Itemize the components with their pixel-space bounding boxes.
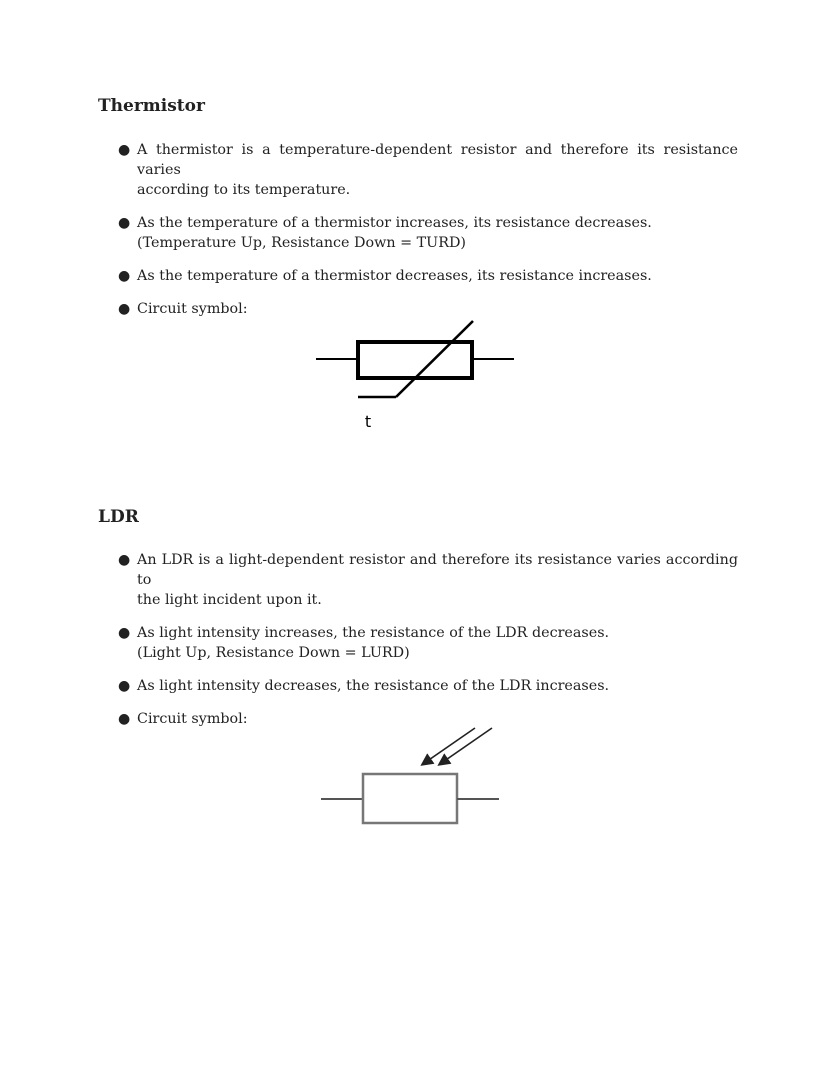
ldr-heading: LDR [98, 507, 139, 527]
bullet-icon: ● [118, 625, 131, 641]
thermistor-body [358, 342, 472, 378]
bullet-text-line: An LDR is a light-dependent resistor and therefore its resistance varies according to [137, 552, 738, 588]
bullet-text-line: As light intensity decreases, the resistance of the LDR increases. [137, 678, 610, 694]
bullet-icon: ● [118, 301, 131, 317]
bullet-icon: ● [118, 711, 131, 727]
ldr-symbol [315, 720, 505, 830]
bullet-icon: ● [118, 268, 131, 284]
bullet-text-line: As the temperature of a thermistor increases, its resistance decreases. [137, 215, 652, 231]
bullet-text-line: As the temperature of a thermistor decreases, its resistance increases. [137, 268, 652, 284]
bullet-icon: ● [118, 552, 131, 568]
ldr-bullet-list [118, 550, 738, 729]
thermistor-bullet-list [118, 140, 738, 319]
thermistor-heading: Thermistor [98, 96, 205, 116]
bullet-icon: ● [118, 678, 131, 694]
bullet-text-line: according to its temperature. [137, 182, 351, 198]
list-item [118, 623, 738, 663]
bullet-text-line: A thermistor is a temperature-dependent resistor and therefore its resistance varies [137, 142, 738, 178]
thermistor-symbol [310, 315, 520, 435]
bullet-text-line: Circuit symbol: [137, 711, 248, 727]
thermistor-temperature-label: t [364, 412, 372, 431]
bullet-text-line: Circuit symbol: [137, 301, 248, 317]
bullet-text-line: (Light Up, Resistance Down = LURD) [137, 645, 410, 661]
bullet-text-line: the light incident upon it. [137, 592, 322, 608]
bullet-text-line: As light intensity increases, the resistance of the LDR decreases. [137, 625, 610, 641]
thermistor-diagonal [396, 321, 473, 397]
list-item [118, 213, 738, 253]
bullet-icon: ● [118, 142, 131, 158]
bullet-icon: ● [118, 215, 131, 231]
list-item [118, 266, 738, 286]
list-item [118, 676, 738, 696]
ldr-body [363, 774, 457, 823]
list-item [118, 550, 738, 610]
bullet-text-line: (Temperature Up, Resistance Down = TURD) [137, 235, 467, 251]
list-item [118, 140, 738, 200]
